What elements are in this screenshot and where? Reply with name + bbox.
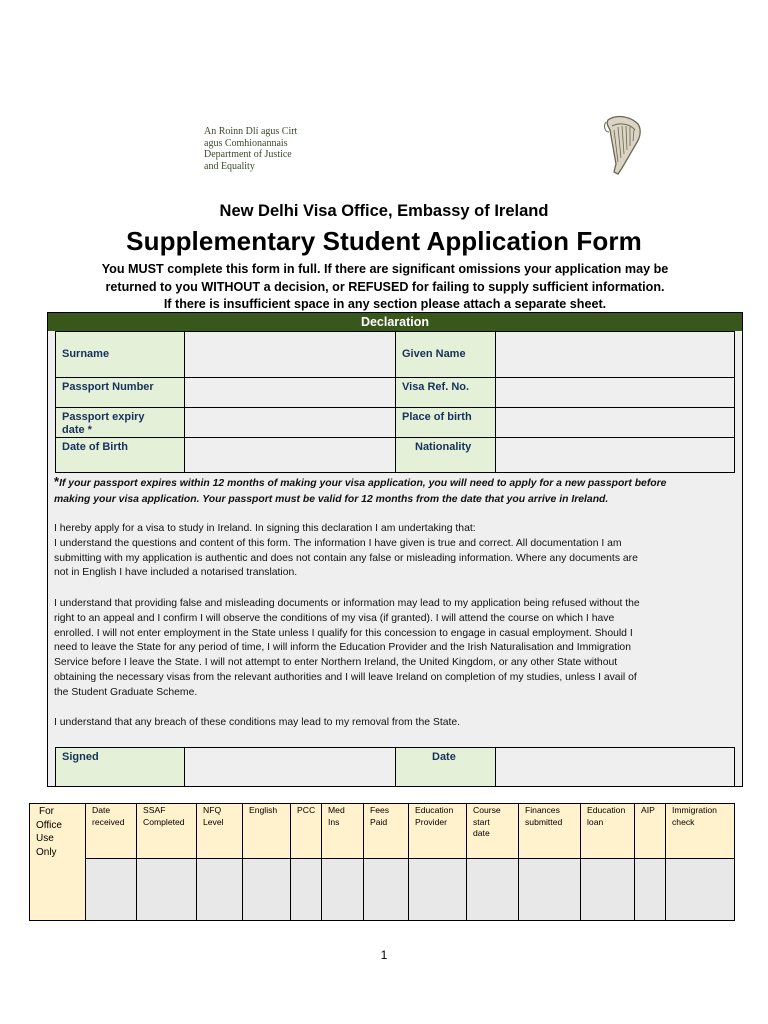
given-name-input[interactable] xyxy=(495,331,735,378)
date-label: Date xyxy=(395,747,496,787)
corner-line: Use xyxy=(36,833,54,844)
office-col-input-immigration-check[interactable] xyxy=(665,858,735,921)
corner-line: For xyxy=(39,806,54,817)
passport-expiry-note xyxy=(54,474,734,508)
dob-input[interactable] xyxy=(184,437,396,473)
office-col-header-line: check xyxy=(672,816,695,827)
office-col-input-aip[interactable] xyxy=(634,858,666,921)
office-col-header-finances-submitted xyxy=(518,803,581,859)
office-col-header-aip xyxy=(634,803,666,859)
paragraph-line: I understand that providing false and misleading documents or information may lead to my application being refused without the xyxy=(54,598,640,609)
signed-label: Signed xyxy=(55,747,185,787)
office-col-input-med-ins[interactable] xyxy=(321,858,364,921)
signature-input[interactable] xyxy=(184,747,396,787)
office-col-header-education-provider xyxy=(408,803,467,859)
office-col-input-finances-submitted[interactable] xyxy=(518,858,581,921)
passport-expiry-label: Passport expiry date * xyxy=(55,407,185,438)
department-logo-text xyxy=(204,126,297,172)
passport-expiry-input[interactable] xyxy=(184,407,396,438)
office-col-header-line: Immigration xyxy=(672,805,717,815)
office-col-header-line: Ins xyxy=(328,816,340,827)
office-use-table xyxy=(29,803,734,921)
surname-label: Surname xyxy=(55,331,185,378)
corner-line: Only xyxy=(36,846,57,858)
office-col-header-pcc xyxy=(290,803,322,859)
office-col-header-line: SSAF xyxy=(143,805,166,815)
office-col-header-line: submitted xyxy=(525,816,563,827)
office-col-header-ssaf-completed xyxy=(136,803,197,859)
office-col-header-nfq-level xyxy=(196,803,243,859)
page-title: Supplementary Student Application Form xyxy=(126,226,642,256)
office-col-header-line: Education xyxy=(587,805,626,815)
office-use-corner-cell xyxy=(29,803,86,921)
office-col-header-line: English xyxy=(249,805,278,815)
office-col-header-line: NFQ xyxy=(203,805,222,815)
office-col-header-line: Completed xyxy=(143,816,185,827)
office-col-header-line: Provider xyxy=(415,816,447,827)
dept-line: and Equality xyxy=(204,160,255,172)
intro-line: You MUST complete this form in full. If there are significant omissions your application may be xyxy=(101,262,669,276)
office-col-header-date-received xyxy=(85,803,137,859)
paragraph-line: right to an appeal and I confirm I will observe the conditions of my visa (if granted). I will attend the course on which I have xyxy=(54,612,615,624)
office-heading: New Delhi Visa Office, Embassy of Ireland xyxy=(219,202,549,220)
office-col-header-course-start-date xyxy=(466,803,519,859)
note-line: If your passport expires within 12 months of making your visa application, you will need to apply for a new passport before xyxy=(59,478,667,489)
paragraph-line: obtaining the necessary visas from the relevant authorities and I will leave Ireland on completion of my studies, unless I avail of xyxy=(54,671,637,683)
paragraph-line: the Student Graduate Scheme. xyxy=(54,686,198,698)
office-col-header-line: Paid xyxy=(370,816,388,827)
office-col-header-english xyxy=(242,803,291,859)
paragraph-line: Service before I leave the State. I will not attempt to enter Northern Ireland, the United Kingdom, or any other State without xyxy=(54,657,618,669)
office-col-header-line: Med xyxy=(328,805,345,815)
office-col-header-line: Level xyxy=(203,816,224,827)
intro-line: If there is insufficient space in any section please attach a separate sheet. xyxy=(163,297,607,311)
office-col-input-education-provider[interactable] xyxy=(408,858,467,921)
surname-input[interactable] xyxy=(184,331,396,378)
office-col-header-fees-paid xyxy=(363,803,409,859)
office-col-header-line: Course xyxy=(473,805,501,815)
office-col-header-line: date xyxy=(473,828,490,838)
date-input[interactable] xyxy=(495,747,735,787)
office-col-header-med-ins xyxy=(321,803,364,859)
paragraph-line: submitting with my application is authentic and does not contain any false or misleading information. Where any documents are xyxy=(54,552,638,564)
intro-line: returned to you WITHOUT a decision, or REFUSED for failing to supply sufficient information. xyxy=(105,279,665,294)
passport-number-input[interactable] xyxy=(184,377,396,408)
paragraph-line: I understand the questions and content of this form. The information I have given is true and correct. All documentation I am xyxy=(54,537,622,549)
office-col-header-line: Finances xyxy=(525,805,560,815)
intro-instructions xyxy=(30,261,740,314)
place-of-birth-label: Place of birth xyxy=(395,407,496,438)
note-line: making your visa application. Your passport must be valid for 12 months from the date that you arrive in Ireland. xyxy=(54,494,609,505)
office-col-header-line: PCC xyxy=(297,805,316,815)
passport-number-label: Passport Number xyxy=(55,377,185,408)
office-col-input-date-received[interactable] xyxy=(85,858,137,921)
declaration-paragraph-1 xyxy=(54,522,738,581)
given-name-label: Given Name xyxy=(395,331,496,378)
note-asterisk: * xyxy=(54,474,60,489)
office-col-input-nfq-level[interactable] xyxy=(196,858,243,921)
declaration-heading: Declaration xyxy=(48,313,742,331)
office-col-header-line: received xyxy=(92,816,125,827)
dept-line: agus Comhionannais xyxy=(204,137,288,149)
office-col-input-ssaf-completed[interactable] xyxy=(136,858,197,921)
corner-line: Office xyxy=(36,819,62,831)
visa-ref-label: Visa Ref. No. xyxy=(395,377,496,408)
paragraph-line: not in English I have included a notarised translation. xyxy=(54,567,298,579)
paragraph-line: I hereby apply for a visa to study in Ireland. In signing this declaration I am undertaking that: xyxy=(54,523,476,534)
office-col-input-pcc[interactable] xyxy=(290,858,322,921)
paragraph-line: enrolled. I will not enter employment in the State unless I qualify for this concession to engage in casual employment. Should I xyxy=(54,627,633,639)
declaration-paragraph-3 xyxy=(54,716,738,731)
office-col-input-english[interactable] xyxy=(242,858,291,921)
irish-harp-icon xyxy=(600,114,644,176)
dept-line: Department of Justice xyxy=(204,149,292,160)
office-col-header-line: Education xyxy=(415,805,454,815)
office-col-header-line: Fees xyxy=(370,805,390,815)
office-col-input-course-start-date[interactable] xyxy=(466,858,519,921)
page-number: 1 xyxy=(380,948,388,962)
dob-label: Date of Birth xyxy=(55,437,185,473)
declaration-paragraph-2 xyxy=(54,597,738,701)
place-of-birth-input[interactable] xyxy=(495,407,735,438)
office-col-header-education-loan xyxy=(580,803,635,859)
office-col-header-line: Date xyxy=(92,805,111,815)
paragraph-line: need to leave the State for any period of time, I will inform the Education Provider and the Irish Naturalisation and Immigration xyxy=(54,642,631,654)
office-col-header-line: AIP xyxy=(641,805,655,815)
office-col-header-line: loan xyxy=(587,816,604,827)
office-col-input-fees-paid[interactable] xyxy=(363,858,409,921)
visa-ref-input[interactable] xyxy=(495,377,735,408)
office-col-header-line: start xyxy=(473,816,490,827)
dept-line: An Roinn Dlí agus Cirt xyxy=(204,126,298,137)
nationality-label: Nationality xyxy=(395,437,496,473)
office-col-input-education-loan[interactable] xyxy=(580,858,635,921)
paragraph-line: I understand that any breach of these conditions may lead to my removal from the State. xyxy=(54,717,461,728)
nationality-input[interactable] xyxy=(495,437,735,473)
office-col-header-immigration-check xyxy=(665,803,735,859)
